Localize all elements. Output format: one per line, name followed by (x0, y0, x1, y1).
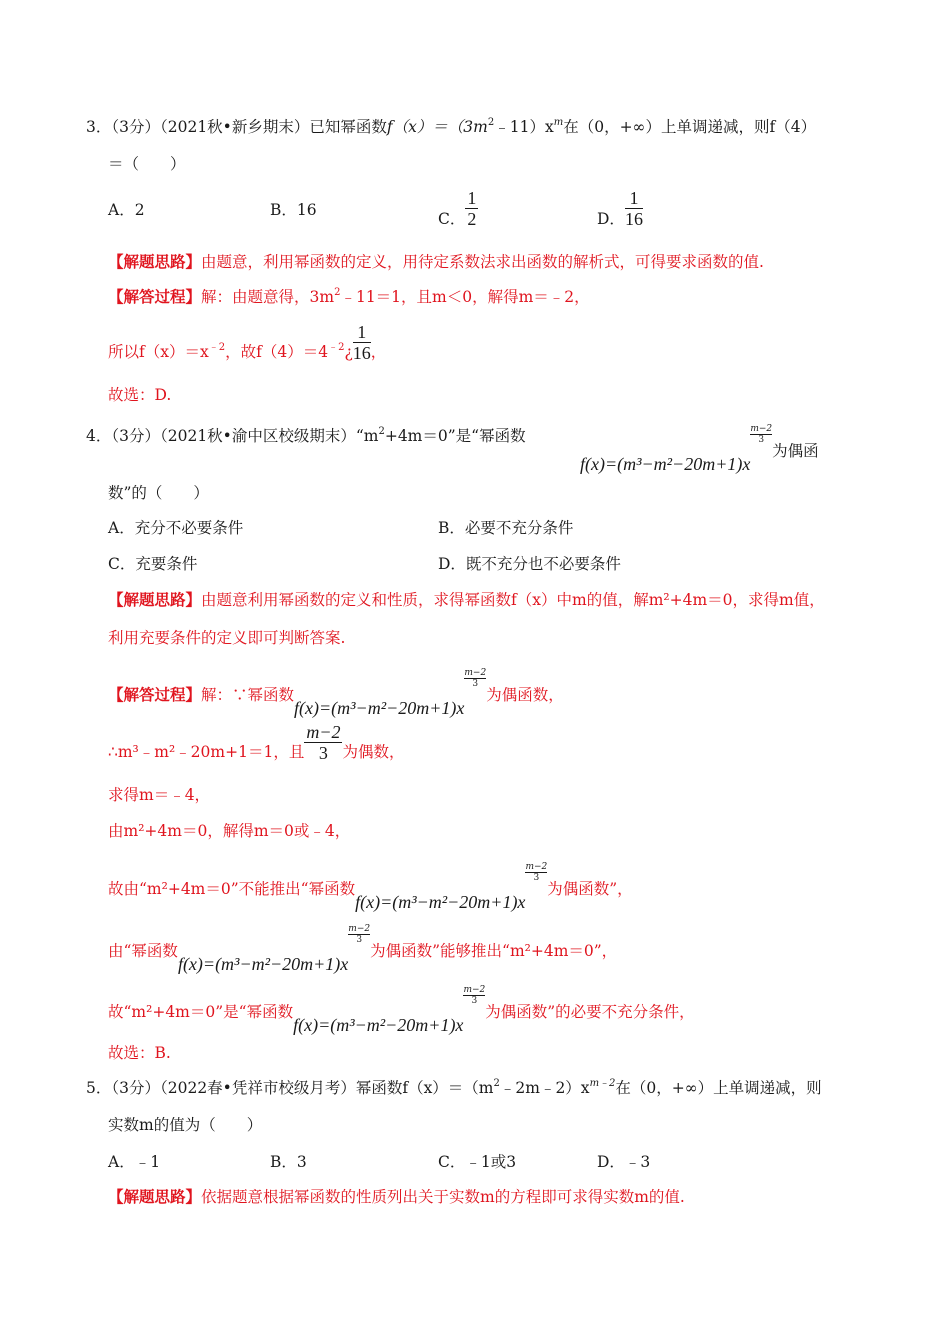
q4-process-6: 由“幂函数f(x)=(m³−m²−20m+1)x $\frac{m-2}{3}$ 为偶函数”能够推出“m²+4m＝0”， (108, 924, 618, 974)
q3-process-fraction: $\frac{1}{16}$ (352, 322, 371, 363)
q3-option-d: D． $\frac{1}{16}$ (597, 188, 643, 229)
q5-option-c: C．﹣1或3 (438, 1153, 517, 1171)
q4-number: 4． (86, 427, 112, 445)
q3-process-1: 【解答过程】解：由题意得，$3m^2﹣11=1$，且m＜0，解得m＝﹣2， (108, 287, 590, 306)
q3-option-c: C． $\frac{1}{2}$ (438, 188, 477, 229)
q4-process-1: 【解答过程】解：∵幂函数f(x)=(m³−m²−20m+1)x $\frac{m-2}{3}$ 为偶函数， (108, 668, 564, 718)
q4-option-d: D．既不充分也不必要条件 (438, 555, 621, 573)
q4-stem-cont: 数”的（ ） (108, 484, 209, 502)
q4-formula: f(x)=(m³−m²−20m+1)x $\frac{m-2}{3}$ 为偶函 (580, 424, 819, 474)
q3-option-b: B．16 (270, 201, 317, 219)
q4-stem: 4．（3分）（2021秋•渝中区校级期末）“$m^2+4m=0$”是“幂函数 (86, 426, 526, 445)
q3-option-d-fraction: $\frac{1}{16}$ (624, 188, 643, 229)
q5-number: 5． (86, 1079, 112, 1097)
q3-answer: 故选：D. (108, 386, 172, 404)
q3-idea: 【解题思路】由题意，利用幂函数的定义，用待定系数法求出函数的解析式，可得要求函数的值. (108, 252, 764, 271)
q4-process-2: ∴m³﹣m²﹣20m+1＝1，且 $\frac{m-2}{3}$ 为偶数， (108, 722, 405, 763)
q4-option-b: B．必要不充分条件 (438, 519, 574, 537)
q5-option-b: B．3 (270, 1153, 307, 1171)
q3-number: 3． (86, 118, 112, 136)
q4-option-c: C．充要条件 (108, 555, 198, 573)
q3-stem: 3．（3分）（2021秋•新乡期末）已知幂函数$f(x)=(3m^2﹣11)x^m$在（0，+∞）上单调递减，则f（4） (86, 117, 817, 136)
q3-option-c-fraction: $\frac{1}{2}$ (467, 188, 477, 229)
q4-answer: 故选：B. (108, 1044, 171, 1062)
q4-process-7: 故“m²+4m＝0”是“幂函数f(x)=(m³−m²−20m+1)x $\frac{m-2}{3}$ 为偶函数”的必要不充分条件， (108, 985, 695, 1035)
q4-process-4: 由m²+4m＝0，解得m＝0或﹣4， (108, 822, 351, 840)
q4-process-3: 求得m＝﹣4， (108, 786, 211, 804)
q5-option-d: D．﹣3 (597, 1153, 651, 1171)
q3-stem-cont: ＝（ ） (108, 155, 186, 173)
q4-idea: 【解题思路】由题意利用幂函数的定义和性质，求得幂函数f（x）中m的值，解m²+4m＝0，求得m值， (108, 590, 825, 609)
q5-idea: 【解题思路】依据题意根据幂函数的性质列出关于实数m的方程即可求得实数m的值. (108, 1187, 685, 1206)
q5-option-a: A．﹣1 (108, 1153, 161, 1171)
q3-option-a: A．2 (108, 201, 145, 219)
q3-process-2: 所以$f(x)=x^{﹣2}$，故$f(4)=4^{﹣2}¿$ $\frac{1}{16}$ ， (108, 322, 387, 363)
q4-process-5: 故由“m²+4m＝0”不能推出“幂函数f(x)=(m³−m²−20m+1)x $\frac{m-2}{3}$ 为偶函数”， (108, 862, 633, 912)
q5-stem-cont: 实数m的值为（ ） (108, 1116, 263, 1134)
q5-stem: 5．（3分）（2022春•凭祥市校级月考）幂函数$f(x)=(m^2﹣2m﹣2)x^{m﹣2}$在（0，+∞）上单调递减，则 (86, 1078, 822, 1097)
q4-option-a: A．充分不必要条件 (108, 519, 244, 537)
q4-idea-cont: 利用充要条件的定义即可判断答案. (108, 629, 346, 647)
